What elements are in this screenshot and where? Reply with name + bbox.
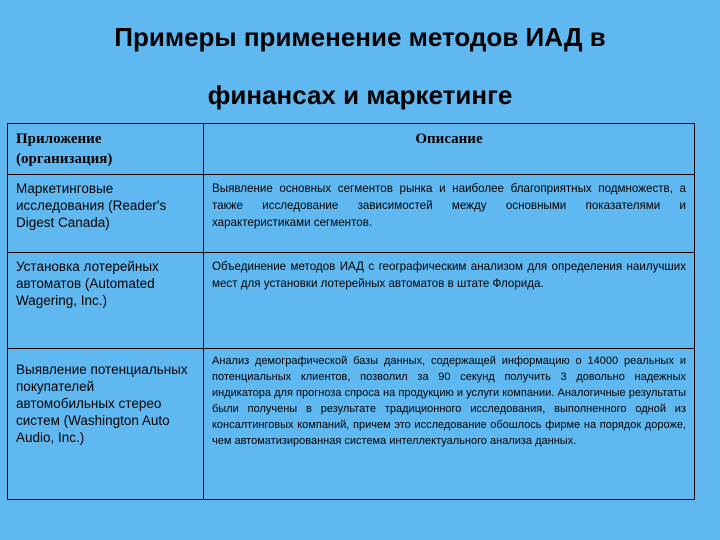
row-3-application: Выявление потенциальных покупателей автомобильных стерео систем (Washington Auto Audio, Inc.): [8, 349, 204, 500]
row-1-description: Выявление основных сегментов рынка и наиболее благоприятных подмножеств, а также исследование зависимостей между основными показателями и характеристиками сегментов.: [204, 175, 695, 253]
table-row: [8, 175, 695, 253]
table-header-row: [8, 124, 695, 175]
row-3-description: Анализ демографической базы данных, содержащей информацию о 14000 реальных и потенциальных клиентов, позволил за 90 секунд получить 3 довольно надежных индикатора для прогноза спроса на продукцию и услуги компании. Аналогичные результаты были получены в результате традиционного исследования, выполненного одной из консалтинговых компаний, причем это исследование обошлось фирме на порядок дороже, чем автоматизированная система интеллектуального анализа данных.: [204, 349, 695, 500]
table-row: [8, 253, 695, 349]
row-2-description: Объединение методов ИАД с географическим анализом для определения наилучших мест для установки лотерейных автоматов в штате Флорида.: [204, 253, 695, 349]
row-1-application: Маркетинговые исследования (Reader's Digest Canada): [8, 175, 204, 253]
slide-title: [0, 8, 720, 124]
header-description: Описание: [204, 124, 695, 175]
header-application: Приложение (организация): [8, 124, 204, 175]
title-line-1: Примеры применение методов ИАД в: [114, 22, 606, 52]
title-line-2: финансах и маркетинге: [207, 80, 513, 110]
row-2-application: Установка лотерейных автоматов (Automated Wagering, Inc.): [8, 253, 204, 349]
table-row: [8, 349, 695, 500]
examples-table: [7, 123, 695, 500]
